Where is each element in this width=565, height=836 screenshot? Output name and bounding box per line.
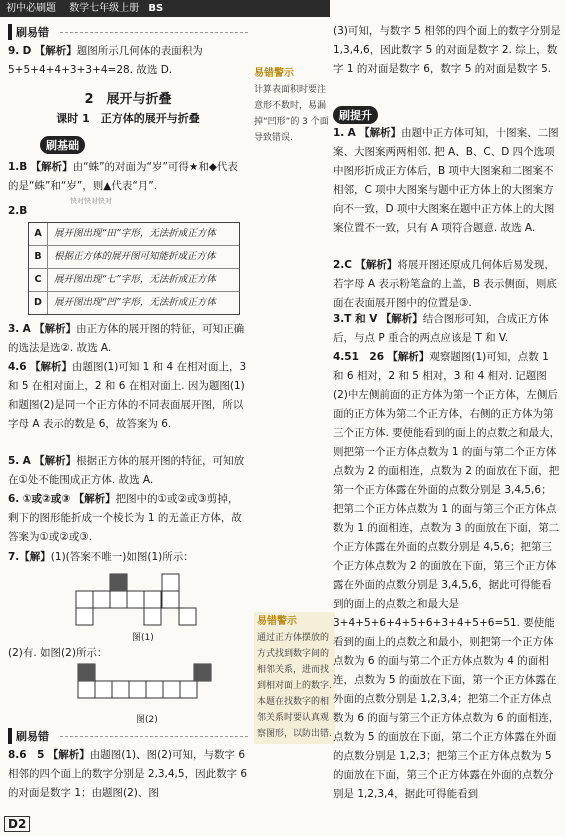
right-q4: 4.51 26 【解析】观察题图(1)可知，点数 1 和 6 相对，2 和 5 相对，3 和 4 相对. 记题图(2)中左侧前面的正方体为第一个正方体，左侧后面的正方体为第二个正方体，右侧的正方体为第三个正方体. 要使能看到的面上的点数之和最大，则把第一个正方体点数为 1 的面与第二个正方体点数为 2 的面相连，点数为 2 的面放在下面，把第一个正方体露在外面的点数分别是 3,4,5,6；把第二个正方体点数为 1 的面与第三个正方体点数为 1 的面相连，点数为 3 的面放在下面，第二个正方体露在外面的点数分别是 4,5,6；把第三个正方体点数为 2 的面放在下面，第三个正方体露在外面的点数分别是 3,4,5,6，据此可得能看到的面上的点数之和最大是 3+4+5+6+4+5+6+3+4+5+6=51. 要使能看到的面上的点数之和最小，则把第一个正方体点数为 6 的面与第二个正方体点数为 4 的面相连，点数为 5 的面放在下面，第一个正方体露在外面的点数分别是 1,2,3,4；把第二个正方体点数为 6 的面与第三个正方体点数为 6 的面相连，点数为 5 的面放在下面，第二个正方体露在外面的点数分别是 1,2,3；把第三个正方体点数为 5 的面放在下面，第三个正方体露在外面的点数分别是 1,2,3,4，据此可得能看到 bbox=[333, 351, 561, 800]
box-row: C 展开图出现“七”字形，无法折成正方体 bbox=[29, 269, 239, 292]
figure-1-caption: 图(1) bbox=[132, 633, 154, 643]
box-row: D 展开图出现“凹”字形，无法折成正方体 bbox=[29, 292, 239, 314]
right-q2: 2.C 【解析】将展开图还原成几何体后易发现，若字母 A 表示粉笔盒的上盖，B 表示侧面，则底面在表面展开图中的位置是③. bbox=[333, 259, 557, 309]
left-q7b: (2)有. 如图(2)所示： bbox=[8, 647, 108, 659]
header-subject: 数学七年级上册 bbox=[69, 3, 140, 14]
side-note-1 bbox=[254, 66, 329, 146]
figure-2-caption: 图(2) bbox=[136, 715, 158, 725]
left-q5: 5. A 【解析】根据正方体的展开图的特征，可知放在①处不能围成正方体. 故选 A. bbox=[8, 455, 245, 486]
warning-title: 易错警示 bbox=[254, 68, 294, 79]
page-number: D2 bbox=[4, 816, 30, 832]
warning-text: 通过正方体摆放的方式找到数字间的相邻关系，进而找到相对面上的数字. 本题在找数字的相邻关系时要认真观察图形，以防出错. bbox=[257, 633, 332, 739]
left-q3: 3. A 【解析】由正方体的展开图的特征，可知正确的选法是选②. 故选 A. bbox=[8, 323, 245, 354]
left-q9: 9. D 【解析】题图所示几何体的表面积为 5+5+4+4+3+3+4=28. 故选 D. bbox=[8, 45, 203, 76]
net-figure-2 bbox=[74, 662, 224, 710]
box-row: B 根据正方体的展开图可知能折成正方体 bbox=[29, 246, 239, 269]
lesson-title: 课时 1 正方体的展开与折叠 bbox=[56, 112, 200, 125]
divider bbox=[60, 32, 248, 33]
divider bbox=[60, 736, 248, 737]
section-shuayicuo-bottom: 刷易错 bbox=[8, 728, 49, 744]
header-edition: BS bbox=[148, 3, 164, 14]
page-header bbox=[0, 0, 330, 17]
left-q6: 6. ①或②或③ 【解析】把图中的①或②或③剪掉，剩下的图形能折成一个棱长为 1 的无盖正方体，故答案为①或②或③. bbox=[8, 493, 242, 543]
warning-text: 计算表面积时要注意形不数时，易漏掉“凹形”的 3 个面导致错误. bbox=[254, 85, 329, 143]
left-q7: 7.【解】(1)(答案不唯一)如图(1)所示： bbox=[8, 551, 194, 563]
section-tisheng: 刷提升 bbox=[333, 104, 378, 124]
warning-title: 易错警示 bbox=[257, 616, 297, 627]
chapter-title: 2 展开与折叠 bbox=[84, 92, 172, 107]
left-q8: 8.6 5 【解析】由题图(1)、图(2)可知，与数字 6 相邻的四个面上的数字分别是 2,3,4,5，因此数字 6 的对面是数字 1；由题图(2)、图 bbox=[8, 749, 248, 799]
net-figure-1 bbox=[70, 572, 210, 628]
stamp-text: 快对快对快对 bbox=[70, 197, 112, 205]
left-q1: 1.B 【解析】由“蛛”的对面为“岁”可得★和◆代表的是“蛛”和“岁”，则▲代表“月”. bbox=[8, 161, 238, 192]
box-row: A 展开图出现“田”字形，无法折成正方体 bbox=[29, 223, 239, 246]
answer-box bbox=[28, 222, 240, 315]
left-q4: 4.6 【解析】由题图(1)可知 1 和 4 在相对面上，3 和 5 在相对面上，2 和 6 在相对面上. 因为题图(1)和题图(2)是同一个正方体的不同表面展开图，所以字母 A 表示的数是 6，故答案为 6. bbox=[8, 361, 247, 430]
right-q1: 1. A 【解析】由题中正方体可知，十图案、二图案、大图案两两相邻. 把 A、B、C、D 四个选项中图形折成正方体后，B 项中大图案和二图案不相邻，C 项中大图案与题中正方体上的大图案方向不一致，D 项中大图案在题中正方体上的大图案位置不一致，只有 A 项符合题意. 故选 A. bbox=[333, 127, 559, 234]
header-title: 初中必刷题 bbox=[6, 3, 56, 14]
right-q3: 3.T 和 V 【解析】结合图形可知，合成正方体后，与点 P 重合的两点应该是 T 和 V. bbox=[333, 313, 549, 344]
right-q8-continued: (3)可知，与数字 5 相邻的四个面上的数字分别是 1,3,4,6，因此数字 5 的对面是数字 2. 综上，数字 1 的对面是数字 6，数字 5 的对面是数字 5. bbox=[333, 25, 561, 75]
section-jichu: 刷基础 bbox=[40, 134, 85, 154]
section-shuayicuo-top: 刷易错 bbox=[8, 24, 49, 40]
left-q2: 2.B bbox=[8, 205, 28, 217]
side-note-2 bbox=[254, 612, 335, 744]
